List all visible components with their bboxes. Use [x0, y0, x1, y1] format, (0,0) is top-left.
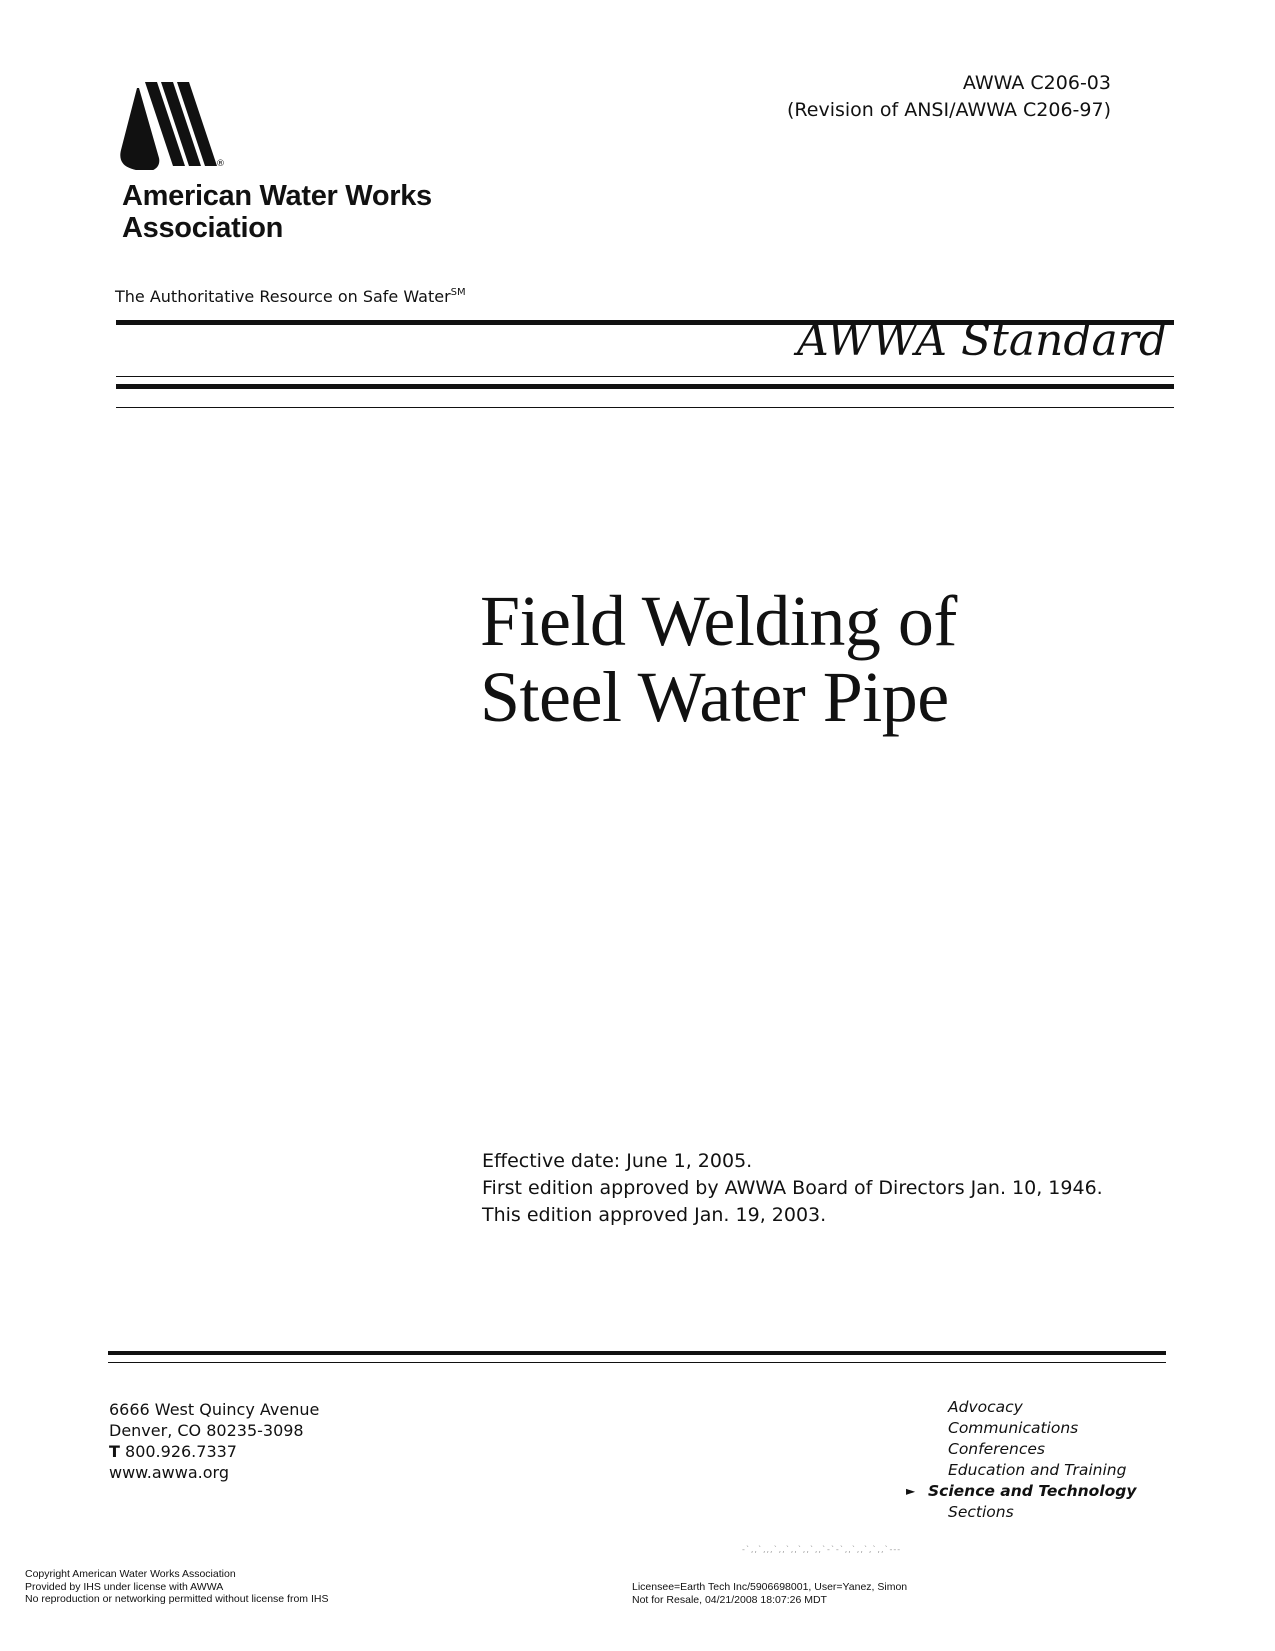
area-advocacy: Advocacy	[948, 1398, 1023, 1416]
first-edition-date: First edition approved by AWWA Board of Directors Jan. 10, 1946.	[482, 1177, 1103, 1199]
copyright-line3: No reproduction or networking permitted without license from IHS	[25, 1593, 329, 1605]
copyright-notice	[25, 1568, 328, 1606]
copyright-line2: Provided by IHS under license with AWWA	[25, 1580, 224, 1593]
area-science-and-technology: ► Science and Technology	[906, 1482, 1137, 1500]
banner-rule-thin	[116, 376, 1174, 377]
registered-mark: ®	[216, 159, 225, 169]
revision-note: (Revision of ANSI/AWWA C206-97)	[787, 99, 1111, 121]
website-link[interactable]: www.awwa.org	[109, 1463, 229, 1482]
area-education-and-training: Education and Training	[948, 1461, 1127, 1479]
area-sections: Sections	[948, 1503, 1014, 1521]
copyright-line1: Copyright American Water Works Association	[25, 1568, 236, 1580]
effective-date: Effective date: June 1, 2005.	[482, 1150, 753, 1172]
street-address: 6666 West Quincy Avenue	[109, 1400, 320, 1419]
phone-prefix: T	[109, 1442, 120, 1461]
license-notice	[632, 1581, 907, 1606]
address-block	[109, 1399, 319, 1483]
service-mark: SM	[450, 287, 466, 298]
area-conferences: Conferences	[948, 1440, 1045, 1458]
this-edition-date: This edition approved Jan. 19, 2003.	[482, 1204, 827, 1226]
awwa-logo-icon	[115, 80, 225, 170]
footer-rule-thick	[108, 1351, 1166, 1355]
program-areas-list	[906, 1397, 1137, 1523]
title-line1: Field Welding of	[480, 581, 957, 661]
tagline	[115, 287, 466, 306]
stray-marks: -`,,`,,,`,,`,,`,,`,,`-`-`,,`,,`,`,,`---	[742, 1545, 902, 1554]
banner-rule-bottom	[116, 407, 1174, 408]
license-line1: Licensee=Earth Tech Inc/5906698001, User=Yanez, Simon	[632, 1581, 908, 1593]
organization-name	[122, 180, 432, 244]
pointer-arrow-icon: ►	[906, 1484, 916, 1498]
area-communications: Communications	[948, 1419, 1079, 1437]
title-line2: Steel Water Pipe	[480, 657, 949, 737]
banner-rule-thick	[116, 384, 1174, 389]
organization-name-line2: Association	[122, 212, 284, 244]
document-id-block	[787, 70, 1111, 124]
approval-dates	[482, 1148, 1103, 1229]
city-state-zip: Denver, CO 80235-3098	[109, 1421, 304, 1440]
organization-name-line1: American Water Works	[122, 180, 432, 212]
document-number: AWWA C206-03	[962, 72, 1111, 94]
tagline-text: The Authoritative Resource on Safe Water	[115, 287, 451, 306]
page-title	[480, 583, 957, 735]
footer-rule-thin	[108, 1362, 1166, 1363]
phone-number: 800.926.7337	[125, 1442, 237, 1461]
license-line2: Not for Resale, 04/21/2008 18:07:26 MDT	[632, 1593, 827, 1606]
phone-line	[109, 1441, 319, 1462]
standard-label: AWWA Standard	[796, 315, 1167, 366]
